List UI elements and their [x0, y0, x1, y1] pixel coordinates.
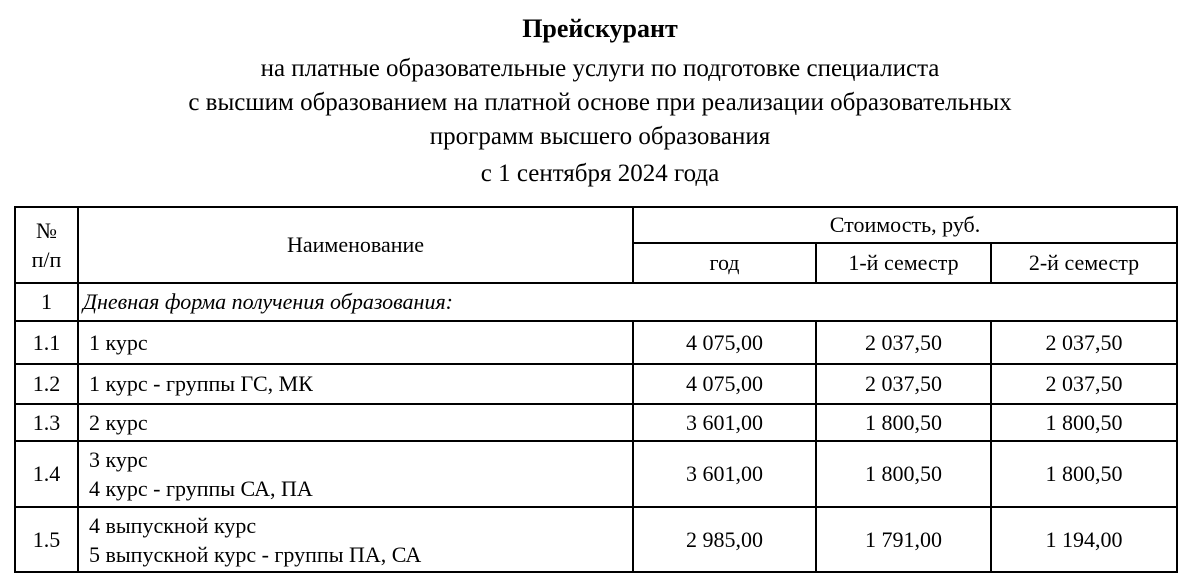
section-number: 1	[15, 283, 78, 321]
price-table	[14, 206, 1178, 573]
row-number: 1.5	[15, 507, 78, 572]
row-name: 2 курс	[78, 404, 633, 441]
table-row	[15, 507, 1177, 572]
subtitle-line-3: программ высшего образования	[429, 123, 771, 150]
row-semester-2-price: 1 800,50	[991, 404, 1177, 441]
row-semester-2-price: 1 194,00	[991, 507, 1177, 572]
effective-date: с 1 сентября 2024 года	[480, 160, 720, 187]
row-name-line-2: 5 выпускной курс - группы ПА, СА	[89, 541, 422, 567]
row-name	[78, 507, 633, 572]
row-number: 1.3	[15, 404, 78, 441]
row-name: 1 курс	[78, 321, 633, 364]
row-semester-2-price: 2 037,50	[991, 364, 1177, 404]
header-number-line-2: п/п	[31, 247, 62, 272]
header-name: Наименование	[78, 207, 633, 283]
row-name-line-1: 3 курс	[89, 447, 148, 472]
row-semester-1-price: 1 800,50	[816, 441, 991, 507]
table-row	[15, 441, 1177, 507]
header-number-line-1: №	[36, 218, 57, 243]
document-subtitle	[0, 52, 1200, 154]
header-semester-1: 1-й семестр	[816, 243, 991, 283]
header-semester-2: 2-й семестр	[991, 243, 1177, 283]
row-semester-1-price: 1 791,00	[816, 507, 991, 572]
row-name-line-1: 4 выпускной курс	[89, 512, 257, 538]
row-semester-1-price: 2 037,50	[816, 321, 991, 364]
row-semester-2-price: 1 800,50	[991, 441, 1177, 507]
row-semester-2-price: 2 037,50	[991, 321, 1177, 364]
row-name	[78, 441, 633, 507]
row-semester-1-price: 1 800,50	[816, 404, 991, 441]
row-name: 1 курс - группы ГС, МК	[78, 364, 633, 404]
row-year-price: 4 075,00	[633, 364, 816, 404]
row-year-price: 2 985,00	[633, 507, 816, 572]
subtitle-line-2: с высшим образованием на платной основе при реализации образовательных	[188, 89, 1012, 116]
document-title: Прейскурант	[522, 14, 678, 43]
header-cost-group: Стоимость, руб.	[633, 207, 1177, 243]
header-number	[15, 207, 78, 283]
row-year-price: 4 075,00	[633, 321, 816, 364]
table-row	[15, 364, 1177, 404]
header-year: год	[633, 243, 816, 283]
row-name-line-2: 4 курс - группы СА, ПА	[89, 476, 313, 501]
subtitle-line-1: на платные образовательные услуги по подготовке специалиста	[260, 55, 940, 82]
row-semester-1-price: 2 037,50	[816, 364, 991, 404]
row-number: 1.4	[15, 441, 78, 507]
section-label: Дневная форма получения образования:	[78, 283, 1177, 321]
row-number: 1.1	[15, 321, 78, 364]
row-year-price: 3 601,00	[633, 441, 816, 507]
section-row	[15, 283, 1177, 321]
row-number: 1.2	[15, 364, 78, 404]
table-row	[15, 404, 1177, 441]
table-row	[15, 321, 1177, 364]
row-year-price: 3 601,00	[633, 404, 816, 441]
